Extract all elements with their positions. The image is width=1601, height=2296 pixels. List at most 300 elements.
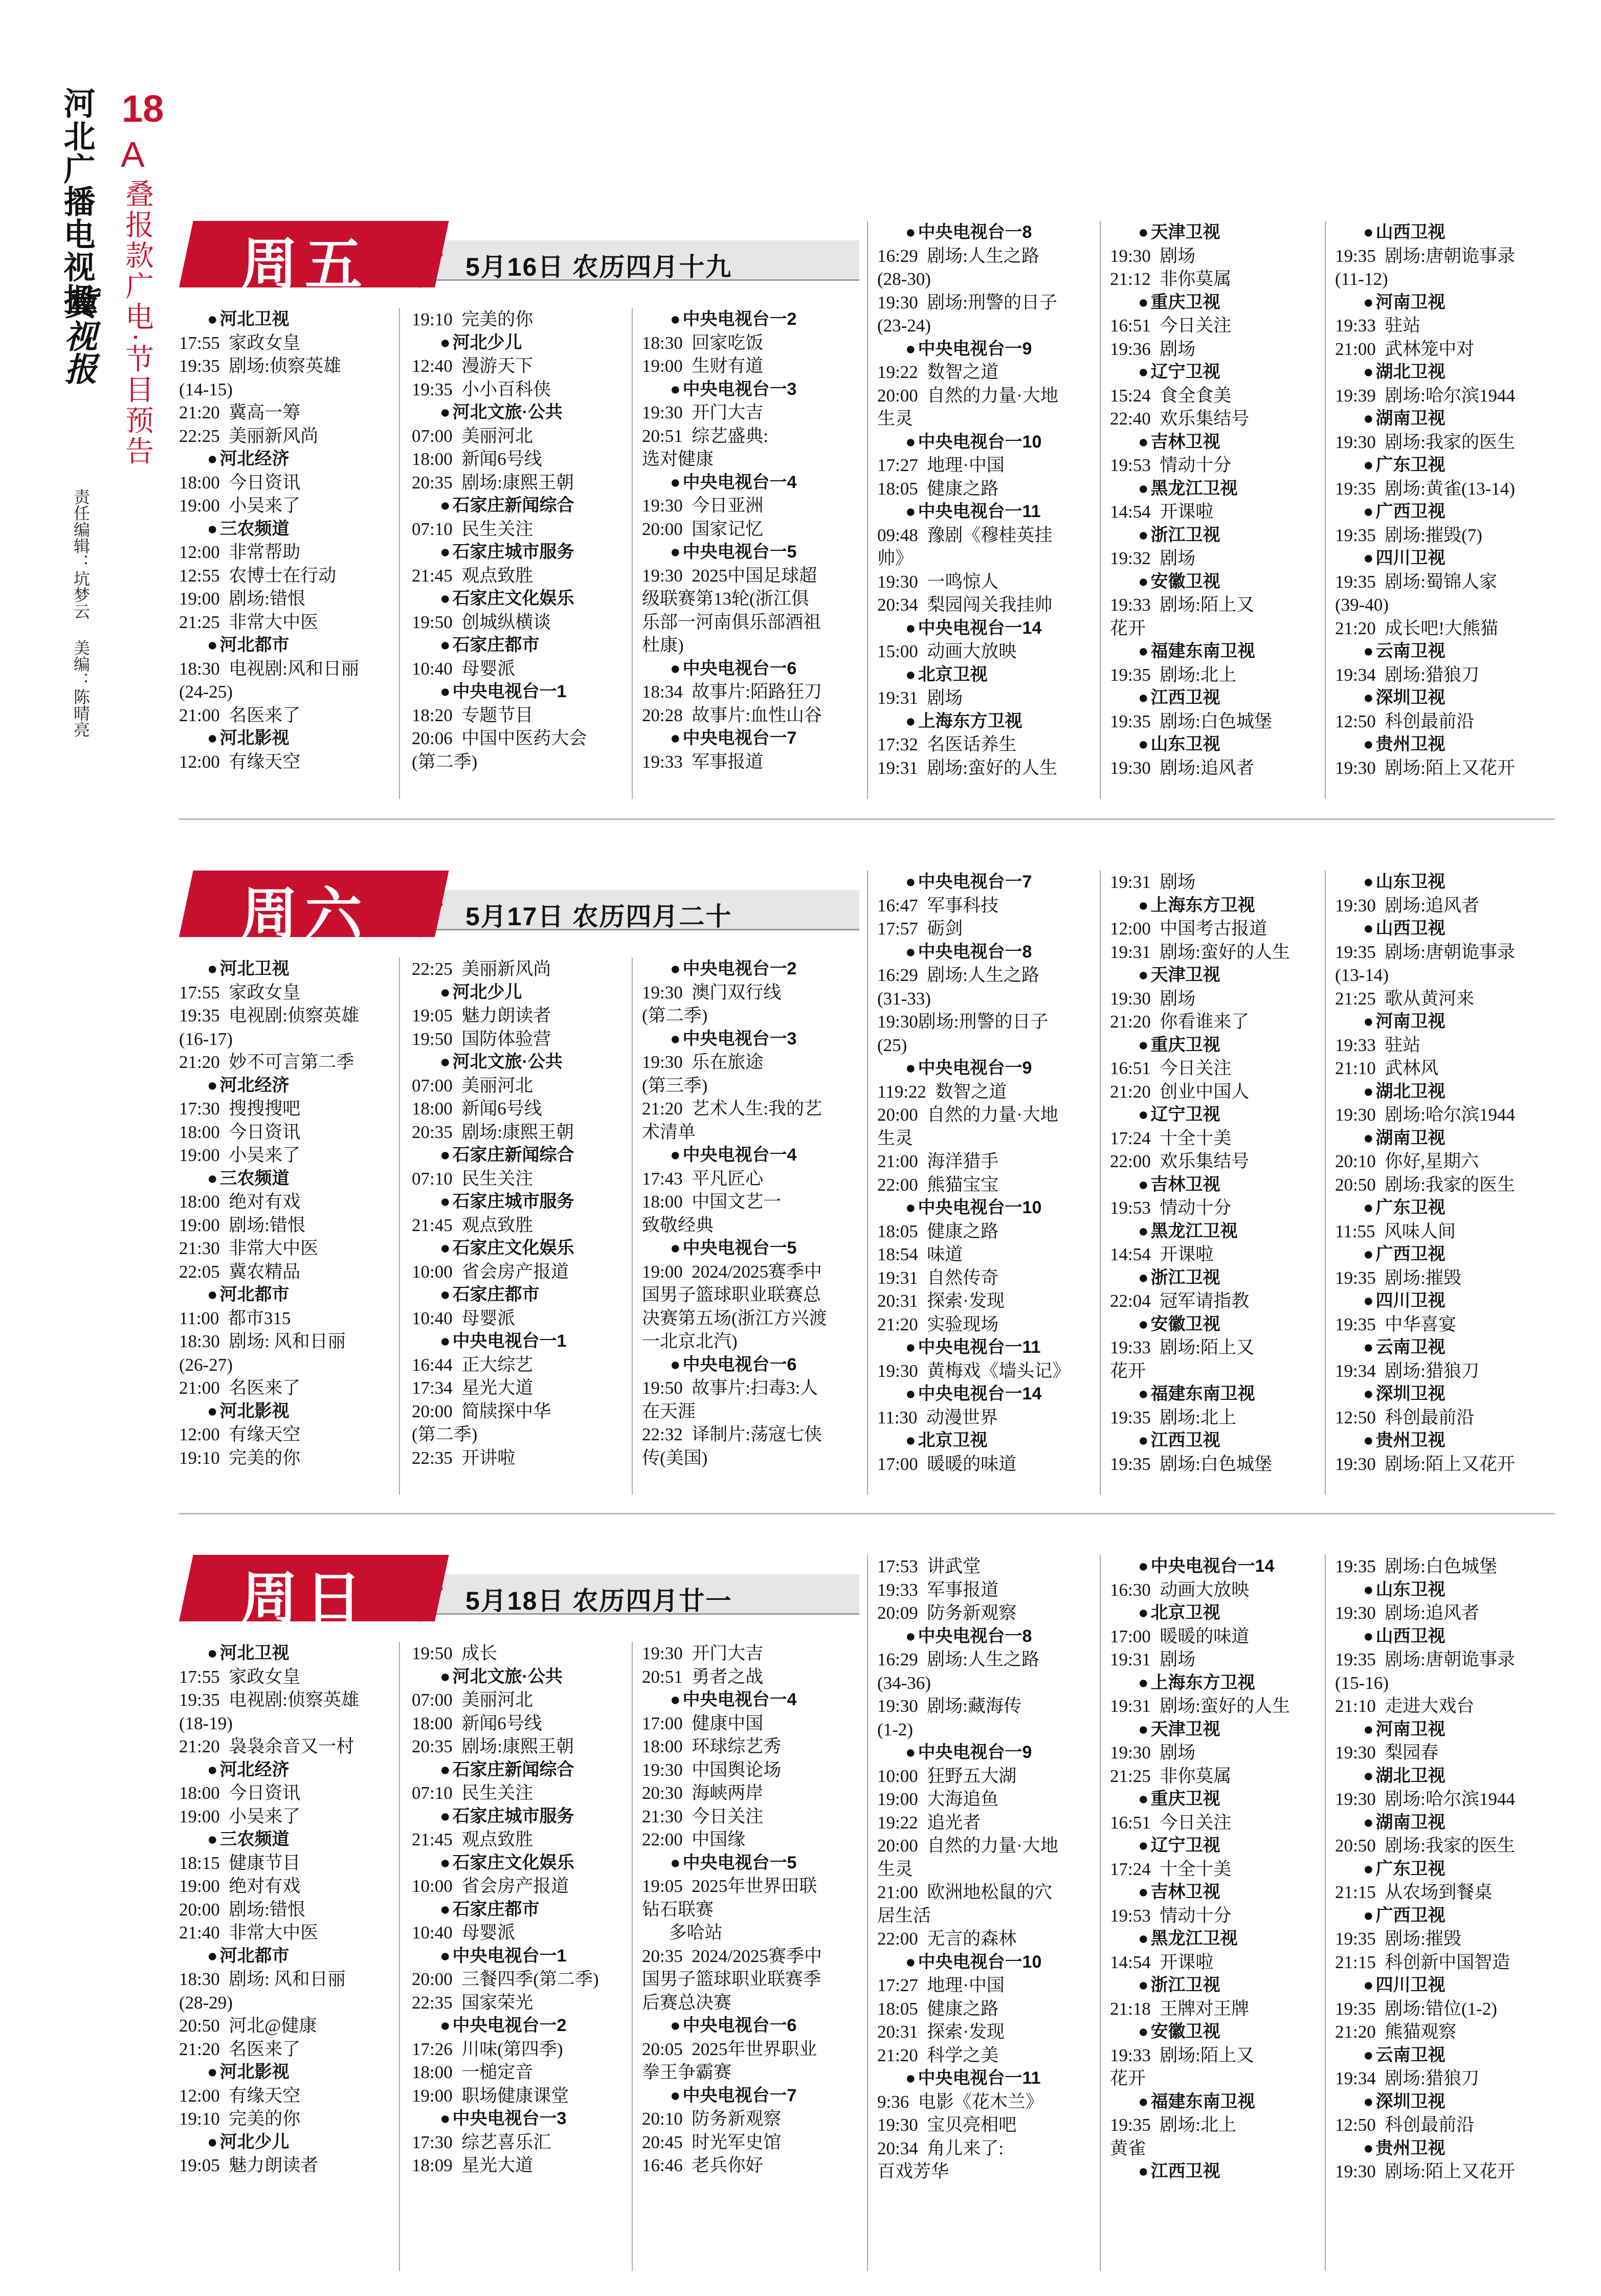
schedule-column bbox=[1110, 1555, 1320, 2183]
channel-name: ● 中央电视台一3 bbox=[642, 1028, 862, 1051]
channel-name: ● 福建东南卫视 bbox=[1110, 2090, 1320, 2114]
channel-name: ● 河北文旅·公共 bbox=[412, 1051, 627, 1074]
channel-name: ● 河北都市 bbox=[179, 634, 389, 657]
channel-name: ● 重庆卫视 bbox=[1110, 291, 1320, 315]
schedule-column bbox=[1110, 221, 1320, 779]
program-line: 19:10 完美的你 bbox=[179, 1447, 301, 1468]
channel-name: ● 上海东方卫视 bbox=[1110, 1671, 1320, 1695]
program-line: 18:30 回家吃饭 bbox=[642, 332, 764, 353]
program-line: 19:31 自然传奇 bbox=[877, 1267, 999, 1288]
schedule-column bbox=[877, 221, 1092, 779]
program-line: 20:31 探索·发现 bbox=[877, 2022, 1005, 2042]
program-line: 21:12 非你莫属 bbox=[1110, 269, 1232, 289]
program-line: 21:00 名医来了 bbox=[179, 1378, 301, 1398]
channel-name: ● 中央电视台一10 bbox=[877, 431, 1092, 454]
program-line: 19:35 剧场:白色城堡 bbox=[1110, 1454, 1272, 1474]
program-line: 19:00 绝对有戏 bbox=[179, 1876, 301, 1896]
program-line: 18:54 味道 bbox=[877, 1244, 963, 1264]
program-line: 16:47 军事科技 bbox=[877, 895, 999, 916]
band-separator bbox=[179, 1513, 1555, 1514]
schedule-column bbox=[179, 1642, 389, 2177]
program-line: 19:31 剧场:蛮好的人生 bbox=[1110, 942, 1290, 962]
program-line: 17:24 十全十美 bbox=[1110, 1128, 1232, 1148]
channel-name: ● 中央电视台一9 bbox=[877, 338, 1092, 361]
program-line: 21:20 妙不可言第二季 bbox=[179, 1052, 354, 1072]
program-line: 19:35 剧场:唐朝诡事录 bbox=[1335, 942, 1515, 962]
program-line: 20:35 剧场:康熙王朝 bbox=[412, 1736, 574, 1756]
program-line: 19:30 黄梅戏《墙头记》 bbox=[877, 1361, 1071, 1381]
channel-name: ● 石家庄城市服务 bbox=[412, 541, 627, 564]
channel-name: ● 贵州卫视 bbox=[1335, 2137, 1555, 2160]
column-divider bbox=[399, 308, 400, 799]
program-line: 19:00 剧场:错恨 bbox=[179, 589, 305, 609]
designer-name: 美编：陈晴亮 bbox=[72, 639, 90, 738]
channel-name: ● 重庆卫视 bbox=[1110, 1034, 1320, 1057]
program-line: 19:35 剧场:北上 bbox=[1110, 664, 1236, 685]
program-line: 07:00 美丽河北 bbox=[412, 426, 533, 446]
channel-name: ● 中央电视台一2 bbox=[642, 308, 862, 331]
channel-name: ● 河北影视 bbox=[179, 727, 389, 750]
channel-name: ● 河北卫视 bbox=[179, 1642, 389, 1665]
program-line: 19:30 中国舆论场 bbox=[642, 1759, 782, 1780]
program-line: 16:29 剧场:人生之路 bbox=[877, 246, 1039, 266]
program-line: 19:30 2025中国足球超 bbox=[642, 565, 817, 586]
channel-name: ● 深圳卫视 bbox=[1335, 2090, 1555, 2114]
channel-name: ● 云南卫视 bbox=[1335, 2044, 1555, 2067]
channel-name: ● 河北经济 bbox=[179, 1758, 389, 1782]
program-line: 17:26 川味(第四季) bbox=[412, 2039, 563, 2059]
column-divider bbox=[1325, 871, 1326, 1495]
channel-name: ● 浙江卫视 bbox=[1110, 1266, 1320, 1290]
column-divider bbox=[867, 871, 868, 1495]
program-line: 20:10 防务新观察 bbox=[642, 2109, 782, 2129]
day-band-friday bbox=[179, 221, 1555, 804]
program-line: 12:50 科创最前沿 bbox=[1335, 1407, 1475, 1428]
band-separator bbox=[179, 818, 1555, 820]
program-line: 17:00 暖暖的味道 bbox=[877, 1454, 1017, 1474]
channel-name: ● 三农频道 bbox=[179, 1828, 389, 1852]
channel-name: ● 中央电视台一14 bbox=[877, 617, 1092, 640]
program-line: 20:00 简牍探中华 bbox=[412, 1401, 551, 1421]
program-line: 19:22 追光者 bbox=[877, 1812, 981, 1833]
program-line: 国男子篮球职业联赛季 bbox=[642, 1969, 821, 1989]
program-line: 生灵 bbox=[877, 1128, 914, 1148]
schedule-column bbox=[877, 871, 1092, 1476]
program-line: 17:27 地理·中国 bbox=[877, 1975, 1005, 1995]
channel-name: ● 浙江卫视 bbox=[1110, 524, 1320, 547]
program-line: 16:44 正大综艺 bbox=[412, 1354, 533, 1375]
program-line: 16:29 剧场:人生之路 bbox=[877, 1649, 1039, 1669]
program-line: 18:15 健康节目 bbox=[179, 1853, 301, 1873]
program-line: (第二季) bbox=[642, 1006, 708, 1026]
channel-name: ● 安徽卫视 bbox=[1110, 1313, 1320, 1336]
program-line: 17:00 暖暖的味道 bbox=[1110, 1626, 1250, 1646]
program-line: 17:30 综艺喜乐汇 bbox=[412, 2132, 551, 2152]
program-line: 18:09 星光大道 bbox=[412, 2155, 533, 2175]
program-line: 19:33 军事报道 bbox=[877, 1579, 999, 1600]
channel-name: ● 中央电视台一9 bbox=[877, 1741, 1092, 1765]
program-line: 20:28 故事片:血性山谷 bbox=[642, 705, 822, 725]
program-line: 20:51 综艺盛典: bbox=[642, 426, 768, 446]
program-line: 12:55 农博士在行动 bbox=[179, 565, 337, 586]
program-line: 20:00 自然的力量·大地 bbox=[877, 385, 1058, 406]
program-line: 20:00 自然的力量·大地 bbox=[877, 1105, 1058, 1125]
program-line: 级联赛第13轮(浙江俱 bbox=[642, 589, 809, 609]
program-line: 19:53 情动十分 bbox=[1110, 455, 1232, 475]
channel-name: ● 安徽卫视 bbox=[1110, 2020, 1320, 2044]
program-line: 20:35 剧场:康熙王朝 bbox=[412, 1122, 574, 1142]
program-line: 12:00 中国考古报道 bbox=[1110, 919, 1268, 939]
program-line: 17:30 搜搜搜吧 bbox=[179, 1099, 301, 1119]
channel-name: ● 黑龙江卫视 bbox=[1110, 1927, 1320, 1951]
program-line: 19:33 剧场:陌上又 bbox=[1110, 1338, 1254, 1357]
channel-name: ● 中央电视台一8 bbox=[877, 221, 1092, 244]
program-line: 19:30 剧场 bbox=[1110, 988, 1196, 1009]
program-line: 20:10 你好,星期六 bbox=[1335, 1151, 1479, 1171]
channel-name: ● 中央电视台一6 bbox=[642, 1353, 862, 1377]
program-line: 19:33 剧场:陌上又 bbox=[1110, 2045, 1254, 2065]
program-line: 21:20 实验现场 bbox=[877, 1314, 999, 1334]
program-line: (23-24) bbox=[877, 316, 931, 336]
channel-name: ● 中央电视台一4 bbox=[642, 1144, 862, 1167]
program-line: 19:35 电视剧:侦察英雄 bbox=[179, 1690, 359, 1710]
channel-name: ● 辽宁卫视 bbox=[1110, 1834, 1320, 1858]
channel-name: ● 石家庄都市 bbox=[412, 634, 627, 657]
program-line: 18:00 今日资讯 bbox=[179, 472, 301, 493]
program-line: 20:30 海峡两岸 bbox=[642, 1783, 764, 1803]
program-line: 19:30 梨园春 bbox=[1335, 1743, 1439, 1763]
program-line: 11:00 都市315 bbox=[179, 1308, 291, 1328]
program-line: 19:31 剧场 bbox=[1110, 872, 1196, 892]
program-line: (第二季) bbox=[412, 1424, 478, 1444]
program-line: 12:00 有缘天空 bbox=[179, 1424, 301, 1444]
channel-name: ● 上海东方卫视 bbox=[877, 710, 1092, 733]
program-line: 20:00 三餐四季(第二季) bbox=[412, 1969, 599, 1989]
program-line: 20:50 剧场:我家的医生 bbox=[1335, 1174, 1515, 1195]
program-line: 19:53 情动十分 bbox=[1110, 1198, 1232, 1218]
channel-name: ● 天津卫视 bbox=[1110, 964, 1320, 987]
program-line: (1-2) bbox=[877, 1719, 913, 1740]
program-line: 19:31 剧场:蛮好的人生 bbox=[1110, 1696, 1290, 1716]
program-line: 19:35 剧场:唐朝诡事录 bbox=[1335, 1649, 1515, 1669]
channel-name: ● 江西卫视 bbox=[1110, 1429, 1320, 1453]
program-line: 19:50 故事片:扫毒3:人 bbox=[642, 1378, 818, 1398]
day-date: 5月17日 农历四月二十 bbox=[465, 902, 732, 931]
channel-name: ● 江西卫视 bbox=[1110, 2160, 1320, 2183]
program-line: 国男子篮球职业联赛总 bbox=[642, 1285, 821, 1305]
schedule-column bbox=[642, 957, 862, 1469]
program-line: 18:30 电视剧:风和日丽 bbox=[179, 658, 359, 679]
program-line: 21:00 海洋猎手 bbox=[877, 1151, 999, 1171]
day-header bbox=[179, 221, 859, 298]
program-line: 18:00 新闻6号线 bbox=[412, 1099, 542, 1119]
program-line: 17:27 地理·中国 bbox=[877, 455, 1005, 475]
program-line: 19:30 开门大吉 bbox=[642, 403, 764, 422]
program-line: 19:39 剧场:哈尔滨1944 bbox=[1335, 385, 1515, 406]
channel-name: ● 中央电视台一5 bbox=[642, 541, 862, 564]
program-line: 19:30 剧场:刑警的日子 bbox=[877, 292, 1057, 313]
program-line: 14:54 开课啦 bbox=[1110, 502, 1214, 522]
column-divider bbox=[632, 308, 633, 799]
channel-name: ● 上海东方卫视 bbox=[1110, 894, 1320, 918]
column-divider bbox=[632, 1642, 633, 2271]
schedule-column bbox=[412, 1642, 627, 2177]
schedule-column bbox=[1335, 221, 1555, 779]
day-date: 5月16日 农历四月十九 bbox=[465, 253, 732, 281]
program-line: 17:43 平凡匠心 bbox=[642, 1168, 764, 1189]
day-band-sunday bbox=[179, 1555, 1555, 2276]
program-line: 22:00 无言的森林 bbox=[877, 1929, 1017, 1949]
program-line: 19:00 2024/2025赛季中 bbox=[642, 1261, 822, 1282]
program-line: 19:00 职场健康课堂 bbox=[412, 2085, 569, 2106]
program-line: 20:50 剧场:我家的医生 bbox=[1335, 1836, 1515, 1856]
program-line: 21:30 今日关注 bbox=[642, 1806, 764, 1826]
channel-name: ● 中央电视台一11 bbox=[877, 2067, 1092, 2090]
program-line: 12:00 非常帮助 bbox=[179, 542, 301, 562]
channel-name: ● 深圳卫视 bbox=[1335, 1383, 1555, 1406]
channel-name: ● 河北影视 bbox=[179, 2061, 389, 2084]
program-line: 12:00 有缘天空 bbox=[179, 2085, 301, 2106]
channel-name: ● 中央电视台一4 bbox=[642, 1688, 862, 1712]
program-line: 黄雀 bbox=[1110, 2138, 1146, 2158]
program-line: 21:20 名医来了 bbox=[179, 2039, 301, 2059]
column-divider bbox=[867, 1555, 868, 2271]
program-line: 19:35 剧场:白色城堡 bbox=[1335, 1556, 1497, 1576]
channel-name: ● 广东卫视 bbox=[1335, 1196, 1555, 1220]
schedule-column bbox=[179, 308, 389, 773]
program-line: 19:10 完美的你 bbox=[179, 2109, 301, 2129]
program-line: 19:30 剧场:哈尔滨1944 bbox=[1335, 1789, 1515, 1809]
program-line: 09:48 豫剧《穆桂英挂 bbox=[877, 525, 1053, 545]
channel-name: ● 中央电视台一7 bbox=[642, 727, 862, 750]
program-line: 19:22 数智之道 bbox=[877, 362, 999, 382]
channel-name: ● 天津卫视 bbox=[1110, 1718, 1320, 1742]
program-line: (13-14) bbox=[1335, 965, 1389, 985]
channel-name: ● 石家庄城市服务 bbox=[412, 1805, 627, 1829]
channel-name: ● 深圳卫视 bbox=[1335, 686, 1555, 710]
program-line: 20:00 剧场:错恨 bbox=[179, 1899, 305, 1920]
channel-name: ● 中央电视台一2 bbox=[412, 2014, 627, 2038]
channel-name: ● 河北少儿 bbox=[412, 981, 627, 1005]
masthead-subtitle: 冀视报 bbox=[60, 286, 96, 385]
program-line: 21:30 非常大中医 bbox=[179, 1238, 319, 1258]
channel-name: ● 河北卫视 bbox=[179, 308, 389, 331]
program-line: 19:30 剧场 bbox=[1110, 246, 1196, 266]
channel-name: ● 石家庄都市 bbox=[412, 1898, 627, 1922]
channel-name: ● 中央电视台一11 bbox=[877, 1336, 1092, 1359]
channel-name: ● 辽宁卫视 bbox=[1110, 1103, 1320, 1127]
program-line: 20:51 勇者之战 bbox=[642, 1666, 764, 1687]
program-line: (31-33) bbox=[877, 988, 931, 1009]
program-line: 20:31 探索·发现 bbox=[877, 1291, 1005, 1311]
program-line: 10:40 母婴派 bbox=[412, 658, 516, 679]
schedule-column bbox=[412, 957, 627, 1469]
channel-name: ● 湖北卫视 bbox=[1335, 1765, 1555, 1788]
channel-name: ● 山西卫视 bbox=[1335, 1625, 1555, 1648]
program-line: 07:00 美丽河北 bbox=[412, 1075, 533, 1096]
channel-name: ● 河南卫视 bbox=[1335, 1718, 1555, 1742]
channel-name: ● 河南卫视 bbox=[1335, 1010, 1555, 1034]
program-line: 19:30 一鸣惊人 bbox=[877, 571, 999, 592]
program-line: 20:09 防务新观察 bbox=[877, 1603, 1017, 1623]
program-line: 19:53 情动十分 bbox=[1110, 1905, 1232, 1926]
program-line: 14:54 开课啦 bbox=[1110, 1952, 1214, 1972]
program-line: 19:05 2025年世界田联 bbox=[642, 1876, 817, 1896]
program-line: 07:10 民生关注 bbox=[412, 1168, 533, 1189]
channel-name: ● 河北少儿 bbox=[179, 2131, 389, 2154]
program-line: (28-30) bbox=[877, 269, 931, 289]
program-line: 19:00 生财有道 bbox=[642, 356, 764, 376]
program-line: 19:31 剧场 bbox=[1110, 1649, 1196, 1669]
program-line: 19:34 剧场:猎狼刀 bbox=[1335, 2068, 1479, 2088]
channel-name: ● 黑龙江卫视 bbox=[1110, 1220, 1320, 1243]
channel-name: ● 河南卫视 bbox=[1335, 291, 1555, 315]
program-line: 21:10 走进大戏台 bbox=[1335, 1696, 1475, 1716]
channel-name: ● 贵州卫视 bbox=[1335, 733, 1555, 756]
program-line: 17:53 讲武堂 bbox=[877, 1556, 981, 1576]
program-line: 19:30剧场:刑警的日子 bbox=[877, 1012, 1049, 1032]
channel-name: ● 河北文旅·公共 bbox=[412, 401, 627, 425]
program-line: 19:00 小吴来了 bbox=[179, 1145, 301, 1165]
channel-name: ● 山东卫视 bbox=[1335, 871, 1555, 894]
program-line: 22:00 中国缘 bbox=[642, 1830, 746, 1849]
program-line: 21:18 王牌对王牌 bbox=[1110, 1998, 1250, 2019]
program-line: 20:00 自然的力量·大地 bbox=[877, 1836, 1058, 1856]
program-line: 11:55 风味人间 bbox=[1335, 1221, 1456, 1241]
program-line: 帅》 bbox=[877, 548, 914, 568]
program-line: (第二季) bbox=[412, 751, 478, 772]
channel-name: ● 中央电视台一9 bbox=[877, 1057, 1092, 1080]
channel-name: ● 中央电视台一11 bbox=[877, 500, 1092, 524]
program-line: (26-27) bbox=[179, 1354, 233, 1375]
program-line: 19:30 剧场:陌上又花开 bbox=[1335, 2161, 1515, 2181]
program-line: 一北京北汽) bbox=[642, 1331, 738, 1351]
program-line: 19:05 魅力朗读者 bbox=[179, 2155, 319, 2175]
day-name: 周日 bbox=[240, 1567, 369, 1631]
channel-name: ● 中央电视台一6 bbox=[642, 657, 862, 681]
program-line: 19:33 驻站 bbox=[1335, 1035, 1421, 1055]
program-line: 18:20 专题节目 bbox=[412, 705, 533, 725]
program-line: 16:51 今日关注 bbox=[1110, 316, 1232, 336]
program-line: 19:30 剧场:追风者 bbox=[1335, 1603, 1479, 1623]
program-line: 18:30 剧场: 风和日丽 bbox=[179, 1969, 346, 1989]
program-line: 20:34 梨园闯关我挂帅 bbox=[877, 595, 1053, 615]
channel-name: ● 黑龙江卫视 bbox=[1110, 477, 1320, 501]
program-line: 19:35 剧场:摧毁 bbox=[1335, 1929, 1461, 1949]
channel-name: ● 浙江卫视 bbox=[1110, 1974, 1320, 1997]
program-line: 19:33 剧场:陌上又 bbox=[1110, 595, 1254, 615]
program-line: 21:20 熊猫观察 bbox=[1335, 2022, 1457, 2042]
program-line: 16:46 老兵你好 bbox=[642, 2155, 764, 2175]
program-line: 后赛总决赛 bbox=[642, 1992, 732, 2013]
program-line: 19:30 乐在旅途 bbox=[642, 1052, 764, 1072]
program-line: 22:35 国家荣光 bbox=[412, 1992, 533, 2013]
program-line: 21:20 创业中国人 bbox=[1110, 1081, 1250, 1102]
channel-name: ● 山西卫视 bbox=[1335, 221, 1555, 244]
day-name: 周六 bbox=[240, 882, 369, 946]
channel-name: ● 河北经济 bbox=[179, 448, 389, 471]
channel-name: ● 石家庄新闻综合 bbox=[412, 1758, 627, 1782]
day-name: 周五 bbox=[240, 233, 369, 297]
program-line: 19:31 剧场:蛮好的人生 bbox=[877, 757, 1057, 778]
channel-name: ● 湖南卫视 bbox=[1335, 1127, 1555, 1150]
program-line: 在天涯 bbox=[642, 1401, 696, 1421]
program-line: (16-17) bbox=[179, 1029, 233, 1049]
program-line: 21:20 你看谁来了 bbox=[1110, 1012, 1250, 1032]
program-line: 19:50 创城纵横谈 bbox=[412, 612, 551, 632]
program-line: 19:05 魅力朗读者 bbox=[412, 1006, 551, 1026]
program-line: 传(美国) bbox=[642, 1447, 708, 1468]
program-line: (39-40) bbox=[1335, 595, 1389, 615]
program-line: 21:25 非常大中医 bbox=[179, 612, 319, 632]
channel-name: ● 中央电视台一4 bbox=[642, 471, 862, 495]
channel-name: ● 石家庄文化娱乐 bbox=[412, 587, 627, 611]
chevron-icon bbox=[419, 871, 443, 938]
program-line: 10:00 狂野五大湖 bbox=[877, 1766, 1017, 1786]
program-line: 18:00 环球综艺秀 bbox=[642, 1736, 782, 1756]
channel-name: ● 广东卫视 bbox=[1335, 1858, 1555, 1881]
program-line: 07:00 美丽河北 bbox=[412, 1690, 533, 1710]
channel-name: ● 河北卫视 bbox=[179, 957, 389, 981]
channel-name: ● 中央电视台一14 bbox=[877, 1383, 1092, 1406]
program-line: 19:30 今日亚洲 bbox=[642, 496, 764, 516]
program-line: 18:30 剧场: 风和日丽 bbox=[179, 1331, 346, 1351]
program-line: 22:25 美丽新风尚 bbox=[412, 959, 551, 979]
channel-name: ● 中央电视台一5 bbox=[642, 1852, 862, 1875]
program-line: 21:25 歌从黄河来 bbox=[1335, 988, 1475, 1009]
column-divider bbox=[1325, 1555, 1326, 2271]
column-divider bbox=[1100, 871, 1101, 1495]
channel-name: ● 三农频道 bbox=[179, 518, 389, 541]
channel-name: ● 辽宁卫视 bbox=[1110, 361, 1320, 384]
channel-name: ● 江西卫视 bbox=[1110, 686, 1320, 710]
program-line: 致敬经典 bbox=[642, 1215, 714, 1235]
channel-name: ● 三农频道 bbox=[179, 1167, 389, 1191]
program-line: 10:00 省会房产报道 bbox=[412, 1261, 569, 1282]
program-line: 决赛第五场(浙江方兴渡 bbox=[642, 1308, 827, 1328]
program-line: 21:10 武林风 bbox=[1335, 1058, 1439, 1078]
program-line: 15:00 动画大放映 bbox=[877, 641, 1017, 661]
program-line: 多哈站 bbox=[642, 1923, 723, 1943]
editor-credits bbox=[71, 488, 91, 753]
channel-name: ● 石家庄新闻综合 bbox=[412, 1144, 627, 1167]
channel-name: ● 中央电视台一8 bbox=[877, 941, 1092, 964]
program-line: 19:30 剧场:藏海传 bbox=[877, 1696, 1021, 1716]
column-divider bbox=[1325, 221, 1326, 799]
program-line: 19:50 国防体验营 bbox=[412, 1029, 551, 1049]
program-line: 19:30 宝贝亮相吧 bbox=[877, 2115, 1017, 2135]
channel-name: ● 中央电视台一10 bbox=[877, 1951, 1092, 1974]
day-header bbox=[179, 1555, 859, 1632]
program-line: 22:35 开讲啦 bbox=[412, 1447, 516, 1468]
column-divider bbox=[867, 221, 868, 799]
channel-name: ● 四川卫视 bbox=[1335, 1974, 1555, 1997]
program-line: 10:40 母婴派 bbox=[412, 1308, 516, 1328]
channel-name: ● 中央电视台一1 bbox=[412, 680, 627, 704]
program-line: (14-15) bbox=[179, 379, 233, 399]
program-line: 22:05 冀农精品 bbox=[179, 1261, 301, 1282]
channel-name: ● 河北影视 bbox=[179, 1400, 389, 1423]
column-divider bbox=[399, 957, 400, 1495]
program-line: 19:30 剧场:陌上又花开 bbox=[1335, 757, 1515, 778]
program-line: 花开 bbox=[1110, 618, 1146, 638]
channel-name: ● 北京卫视 bbox=[877, 1429, 1092, 1453]
schedule-column bbox=[642, 308, 862, 773]
column-divider bbox=[1100, 221, 1101, 799]
program-line: 20:35 2024/2025赛季中 bbox=[642, 1946, 822, 1966]
program-line: 18:00 新闻6号线 bbox=[412, 449, 542, 469]
program-line: 19:30 开门大吉 bbox=[642, 1643, 764, 1663]
